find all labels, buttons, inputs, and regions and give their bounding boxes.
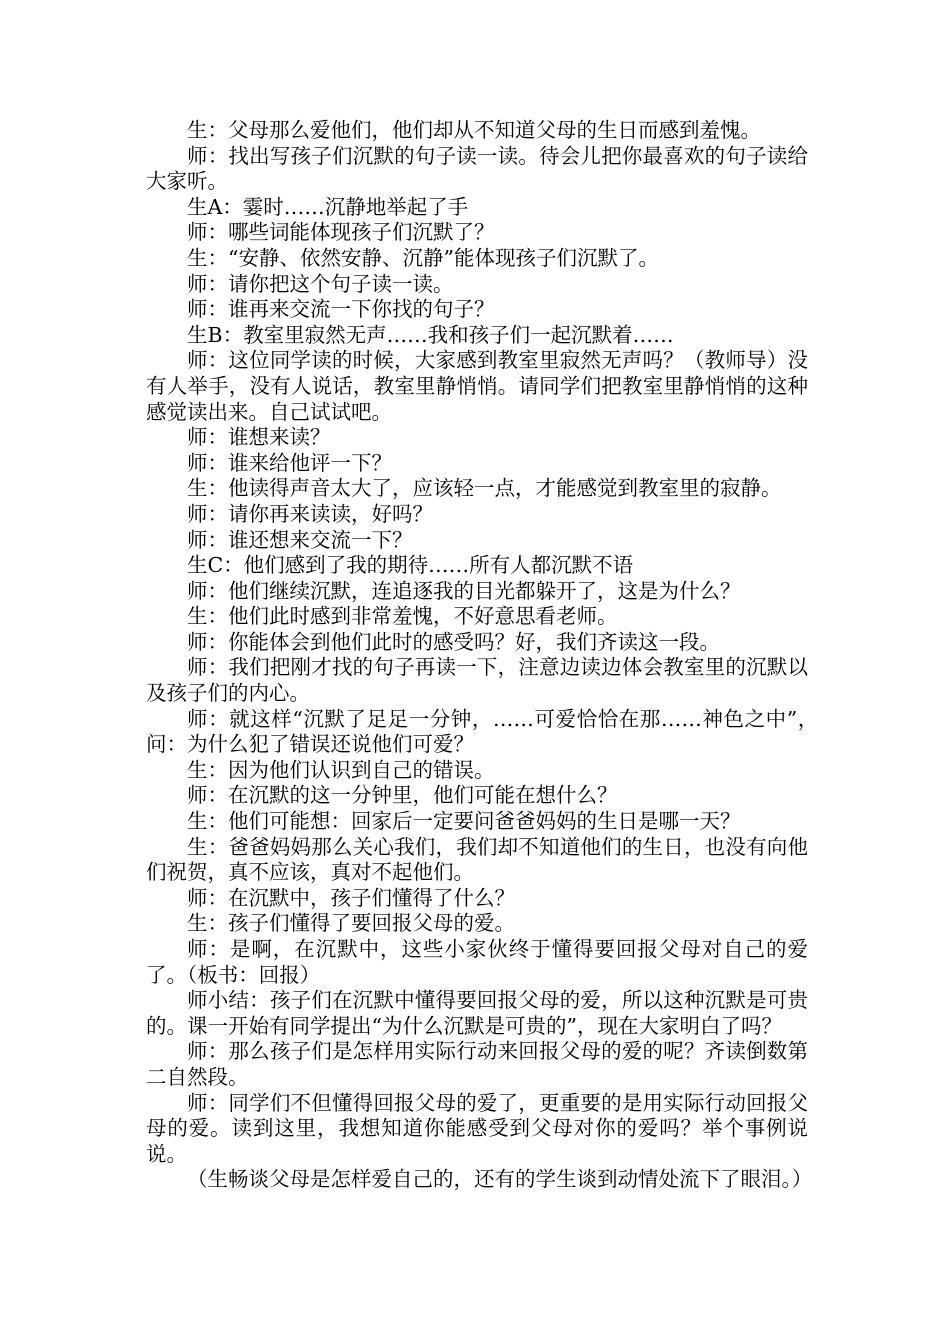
paragraph: 生：“安静、依然安静、沉静”能体现孩子们沉默了。 (187, 245, 659, 270)
paragraph: 生：爸爸妈妈那么关心我们，我们却不知道他们的生日，也没有向他们祝贺，真不应该，真对不起他们。 (146, 834, 808, 885)
paragraph: （生畅谈父母是怎样爱自己的，还有的学生谈到动情处流下了眼泪。） (187, 1167, 813, 1192)
paragraph: 师：找出写孩子们沉默的句子读一读。待会儿把你最喜欢的句子读给大家听。 (146, 143, 808, 194)
paragraph: 师：谁还想来交流一下？ (187, 527, 413, 552)
paragraph: 师：请你再来读读，好吗？ (187, 501, 433, 526)
paragraph: 师：那么孩子们是怎样用实际行动来回报父母的爱的呢？齐读倒数第二自然段。 (146, 1039, 808, 1089)
paragraph: 师：他们继续沉默，连追逐我的目光都躲开了，这是为什么？ (187, 578, 741, 603)
paragraph: 生：因为他们认识到自己的错误。 (187, 757, 495, 782)
paragraph: 师：谁来给他评一下？ (187, 450, 392, 475)
paragraph: 师：在沉默中，孩子们懂得了什么？ (187, 885, 515, 910)
paragraph: 师小结：孩子们在沉默中懂得要回报父母的爱，所以这种沉默是可贵的。课一开始有同学提出“为什么沉默是可贵的”，现在大家明白了吗？ (146, 988, 808, 1038)
paragraph: 生：孩子们懂得了要回报父母的爱。 (187, 911, 515, 936)
paragraph: 生：他们此时感到非常羞愧，不好意思看老师。 (187, 604, 618, 629)
paragraph: 师：哪些词能体现孩子们沉默了？ (187, 220, 495, 245)
paragraph: 生B：教室里寂然无声……我和孩子们一起沉默着…… (187, 322, 674, 347)
paragraph: 师：我们把刚才找的句子再读一下，注意边读边体会教室里的沉默以及孩子们的内心。 (146, 655, 808, 706)
paragraph: 师：谁想来读？ (187, 425, 331, 450)
paragraph: 师：是啊，在沉默中，这些小家伙终于懂得要回报父母对自己的爱了。（板书：回报） (146, 937, 808, 987)
paragraph: 生：父母那么爱他们，他们却从不知道父母的生日而感到羞愧。 (187, 118, 761, 142)
paragraph: 生A：霎时……沉静地举起了手 (187, 194, 469, 219)
paragraph: 师：就这样“沉默了足足一分钟，……可爱恰恰在那……神色之中”， 问：为什么犯了错误还说他们可爱？ (146, 706, 849, 757)
paragraph: 师：请你把这个句子读一读。 (187, 271, 454, 296)
paragraph: 生C：他们感到了我的期待……所有人都沉默不语 (187, 553, 634, 578)
paragraph: 师：在沉默的这一分钟里，他们可能在想什么？ (187, 783, 618, 808)
paragraph: 师：这位同学读的时候，大家感到教室里寂然无声吗？（教师导）没有人举手，没有人说话，教室里静悄悄。请同学们把教室里静悄悄的这种感觉读出来。自己试试吧。 (146, 348, 808, 424)
paragraph: 师：同学们不但懂得回报父母的爱了，更重要的是用实际行动回报父母的爱。读到这里，我想知道你能感受到父母对你的爱吗？举个事例说说。 (146, 1090, 808, 1166)
document-page (146, 118, 849, 1193)
paragraph: 生：他们可能想：回家后一定要问爸爸妈妈的生日是哪一天？ (187, 809, 741, 834)
paragraph: 生：他读得声音太大了，应该轻一点，才能感觉到教室里的寂静。 (187, 476, 782, 501)
paragraph: 师：谁再来交流一下你找的句子？ (187, 297, 495, 322)
paragraph: 师：你能体会到他们此时的感受吗？好，我们齐读这一段。 (187, 629, 720, 654)
